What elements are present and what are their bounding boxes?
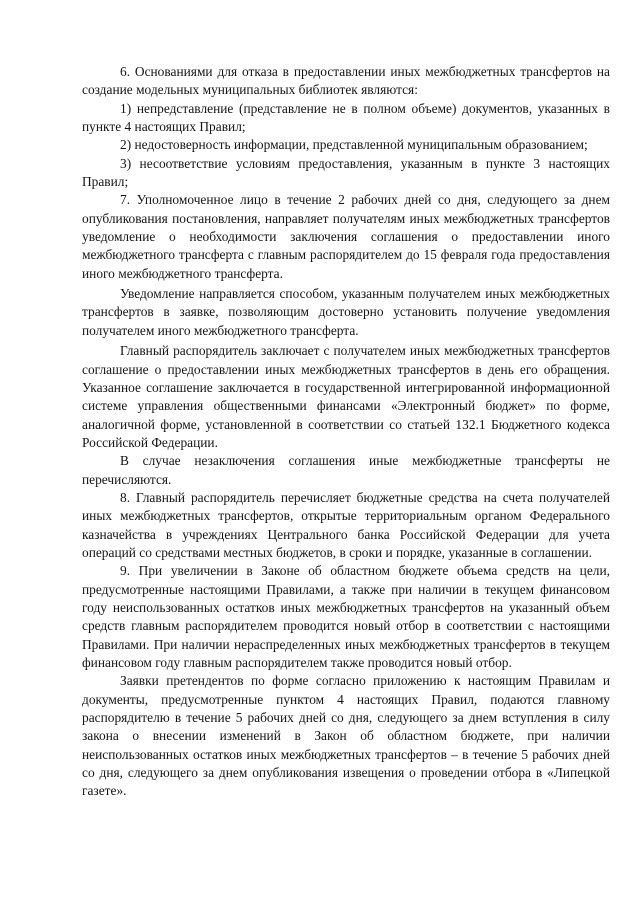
paragraph-no-agreement: В случае незаключения соглашения иные межбюджетные трансферты не перечисляются. [82, 453, 610, 487]
paragraph-6-item-2: 2) недостоверность информации, представленной муниципальным образованием; [120, 137, 588, 153]
paragraph-8-transfer: 8. Главный распорядитель перечисляет бюджетные средства на счета получателей иных межбюджетных трансфертов, открытые территориальным органом Федерального казначейства в учреждениях Центрального банка Российской Федерации для учета операций со средствами местных бюджетов, в сроки и порядке, указанные в соглашении. [82, 489, 610, 560]
paragraph-agreement: Главный распорядитель заключает с получателем иных межбюджетных трансфертов соглашение о предоставлении иных межбюджетных трансфертов в день его обращения. Указанное соглашение заключается в государственной интегрированной информационной системе управления общественными финансами «Электронный бюджет» по форме, аналогичной форме, установленной в соответствии со статьей 132.1 Бюджетного кодекса Российской Федерации. [82, 343, 610, 450]
document-page [82, 63, 610, 801]
paragraph-6-grounds-for-refusal: 6. Основаниями для отказа в предоставлении иных межбюджетных трансфертов на создание модельных муниципальных библиотек являются: [82, 64, 610, 98]
paragraph-7-notification: 7. Уполномоченное лицо в течение 2 рабочих дней со дня, следующего за днем опубликования постановления, направляет получателям иных межбюджетных трансфертов уведомление о необходимости заключения соглашения о предоставлении иного межбюджетного трансферта с главным распорядителем до 15 февраля года предоставления иного межбюджетного трансферта. [82, 192, 610, 281]
paragraph-applications: Заявки претендентов по форме согласно приложению к настоящим Правилам и документы, предусмотренные пунктом 4 настоящих Правил, подаются главному распорядителю в течение 5 рабочих дней со дня, следующего за днем вступления в силу закона о внесении изменений в Закон об областном бюджете, при наличии неиспользованных остатков иных межбюджетных трансфертов – в течение 5 рабочих дней со дня, следующего за днем опубликования извещения о проведении отбора в «Липецкой газете». [82, 673, 610, 799]
paragraph-6-item-3: 3) несоответствие условиям предоставления, указанным в пункте 3 настоящих Правил; [82, 155, 610, 190]
paragraph-notification-method: Уведомление направляется способом, указанным получателем иных межбюджетных трансфертов в заявке, позволяющим достоверно установить получение уведомления получателем иного межбюджетного трансферта. [82, 286, 610, 338]
paragraph-6-item-1: 1) непредставление (представление не в полном объеме) документов, указанных в пункте 4 настоящих Правил; [82, 100, 610, 135]
paragraph-9-new-selection: 9. При увеличении в Законе об областном бюджете объема средств на цели, предусмотренные настоящими Правилами, а также при наличии в текущем финансовом году неиспользованных остатков иных межбюджетных трансфертов на указанный объем средств главным распорядителем проводится новый отбор в соответствии с настоящими Правилами. При наличии нераспределенных иных межбюджетных трансфертов в текущем финансовом году главным распорядителем также проводится новый отбор. [82, 563, 610, 670]
